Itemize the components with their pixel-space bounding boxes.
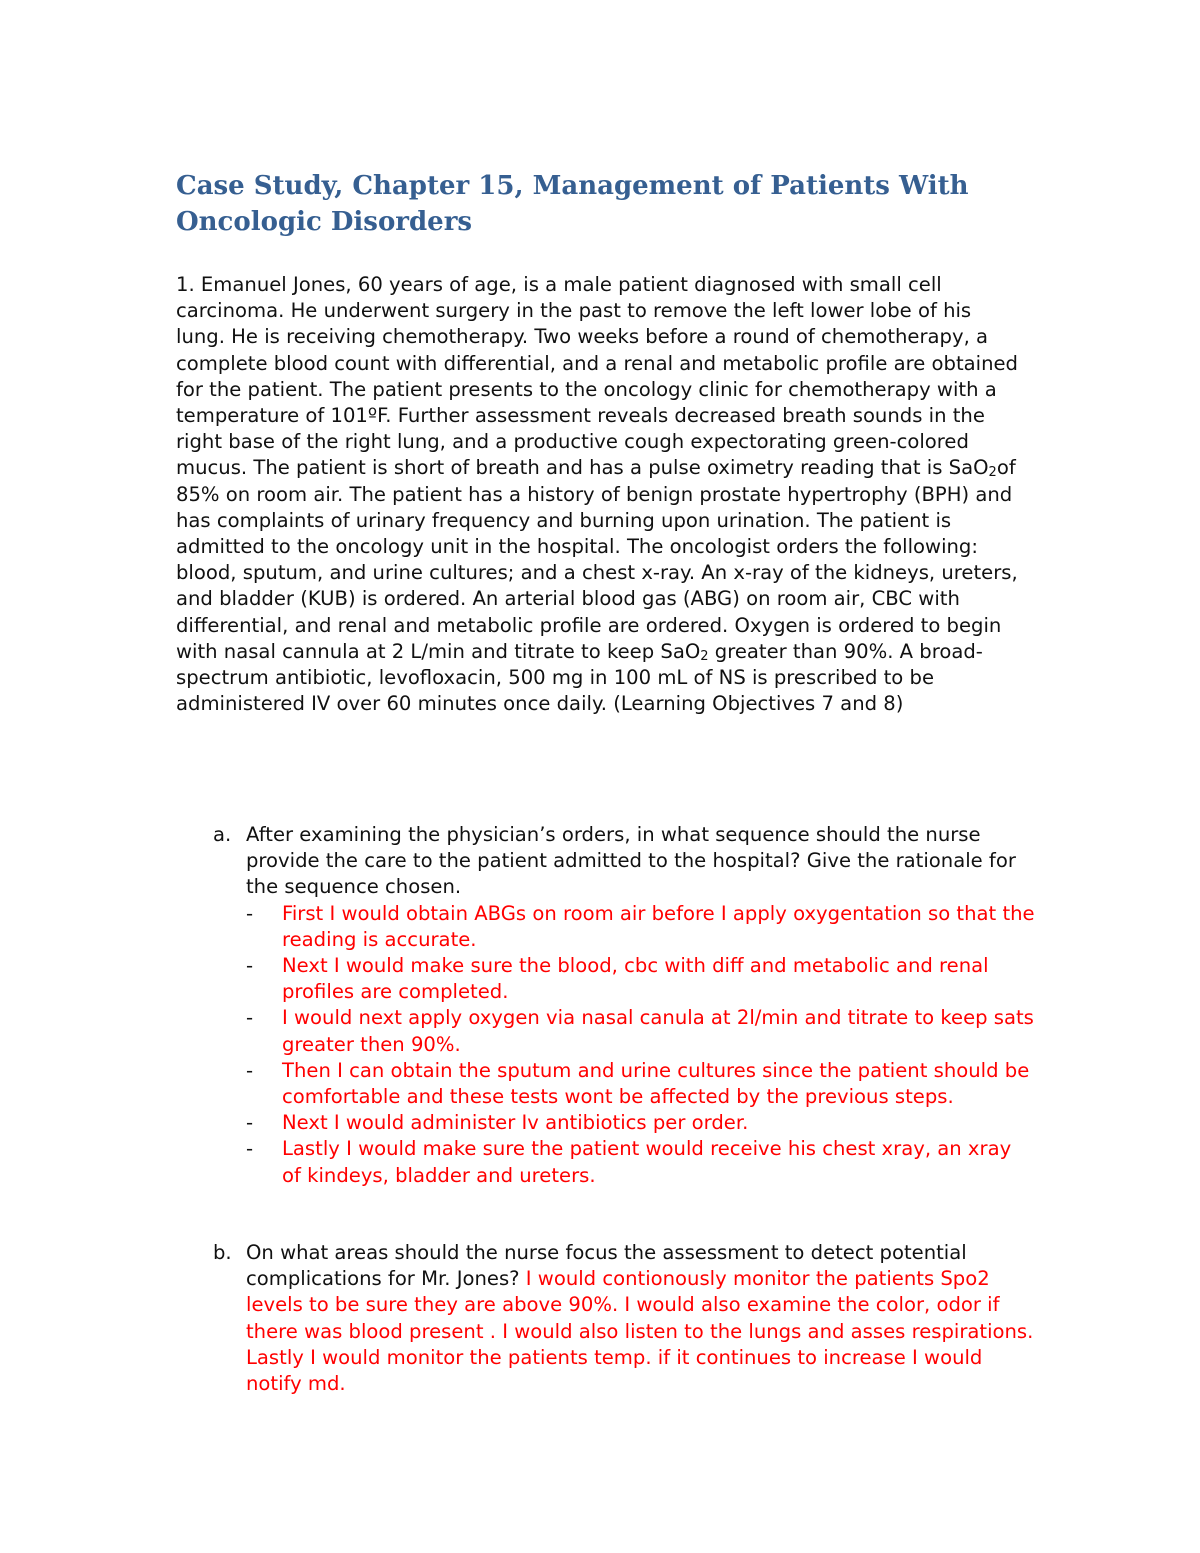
question-a-text: After examining the physician’s orders, in what sequence should the nurse provide the care to the patient admitted to the hospital? Give the rationale for the sequence chosen.: [246, 823, 1016, 899]
question-a-marker: a.: [213, 823, 232, 846]
question-b-answer: I would contionously monitor the patients Spo2 levels to be sure they are above 90%. I would also examine the color, odor if there was blood present . I would also listen to the lungs and asses respirations. Lastly I would monitor the patients temp. if it continues to increase I would notify md.: [246, 1267, 1034, 1396]
answer-text: First I would obtain ABGs on room air before I apply oxygentation so that the reading is accurate.: [282, 901, 1035, 951]
list-item: [246, 901, 1036, 953]
page-title: Case Study, Chapter 15, Management of Patients With Oncologic Disorders: [176, 171, 969, 237]
list-item: [246, 1136, 1036, 1188]
case-description: [176, 272, 1026, 717]
bullet-dash: -: [246, 1006, 254, 1030]
answer-text: I would next apply oxygen via nasal canula at 2l/min and titrate to keep sats greater then 90%.: [282, 1006, 1034, 1056]
answer-text: Then I can obtain the sputum and urine cultures since the patient should be comfortable and these tests wont be affected by the previous steps.: [282, 1058, 1030, 1109]
question-a: [176, 822, 1046, 1189]
list-item: [246, 1058, 1036, 1110]
subscript-2-second: 2: [700, 648, 709, 664]
case-text-part-3: greater than 90%. A broad-spectrum antibiotic, levofloxacin, 500 mg in 100 mL of NS is prescribed to be administered IV over 60 minutes once daily. (Learning Objectives 7 and 8): [176, 639, 983, 716]
question-b-body: [246, 1240, 1036, 1397]
bullet-dash: -: [246, 901, 254, 925]
question-b-text: On what areas should the nurse focus the assessment to detect potential complications for Mr. Jones?: [246, 1241, 967, 1291]
answer-text: Next I would administer Iv antibiotics per order.: [282, 1111, 749, 1135]
question-a-body: [246, 822, 1036, 1189]
bullet-dash: -: [246, 1058, 254, 1082]
list-item: [246, 1005, 1036, 1057]
case-text-part-1: 1. Emanuel Jones, 60 years of age, is a male patient diagnosed with small cell carcinoma. He underwent surgery in the past to remove the left lower lobe of his lung. He is receiving chemotherapy. Two weeks before a round of chemotherapy, a complete blood count with differential, and a renal and metabolic profile are obtained for the patient. The patient presents to the oncology clinic for chemotherapy with a temperature of 101ºF. Further assessment reveals decreased breath sounds in the right base of the right lung, and a productive cough expectorating green-colored mucus. The patient is short of breath and has a pulse oximetry reading that is SaO: [176, 273, 1018, 480]
list-item: [246, 953, 1036, 1005]
answer-text: Lastly I would make sure the patient would receive his chest xray, an xray of kindeys, bladder and ureters.: [282, 1137, 1012, 1187]
case-text-part-2: of 85% on room air. The patient has a history of benign prostate hypertrophy (BPH) and has complaints of urinary frequency and burning upon urination. The patient is admitted to the oncology unit in the hospital. The oncologist orders the following: blood, sputum, and urine cultures; and a chest x-ray. An x-ray of the kidneys, ureters, and bladder (KUB) is ordered. An arterial blood gas (ABG) on room air, CBC with differential, and renal and metabolic profile are ordered. Oxygen is ordered to begin with nasal cannula at 2 L/min and titrate to keep SaO: [176, 456, 1018, 663]
question-b-marker: b.: [213, 1241, 232, 1264]
list-item: [246, 1110, 1036, 1136]
subscript-2: 2: [988, 465, 997, 481]
question-b: [176, 1240, 1046, 1397]
answer-text: Next I would make sure the blood, cbc with diff and metabolic and renal profiles are completed.: [282, 954, 989, 1004]
bullet-dash: -: [246, 954, 254, 978]
answer-list: [246, 901, 1036, 1189]
bullet-dash: -: [246, 1137, 254, 1161]
bullet-dash: -: [246, 1111, 254, 1135]
